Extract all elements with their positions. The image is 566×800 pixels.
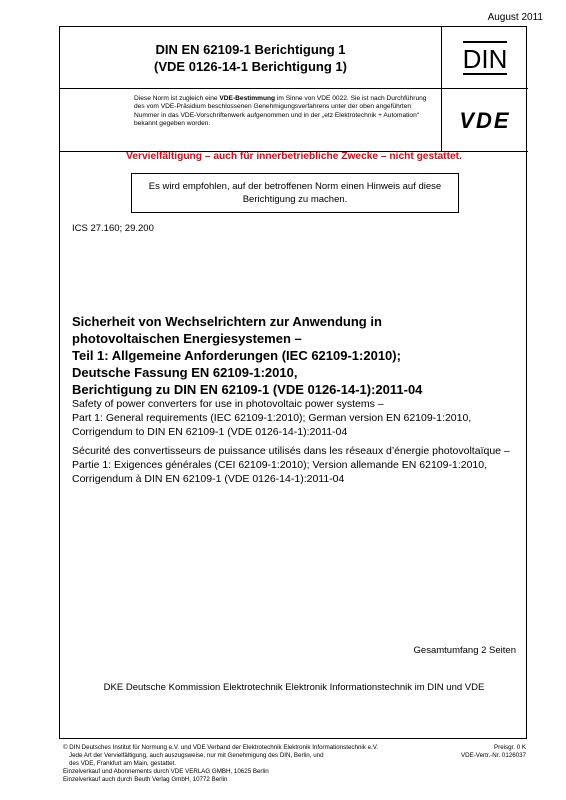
title-french-line: Partie 1: Exigences générales (CEI 62109-1:2010); Version allemande EN 62109-1:2010, bbox=[72, 459, 488, 471]
footer-line: Einzelverkauf und Abonnements durch VDE VERLAG GMBH, 10625 Berlin bbox=[63, 768, 269, 775]
recommendation-box bbox=[131, 173, 459, 213]
vde-regulation-notice bbox=[60, 89, 442, 152]
din-logo-icon bbox=[461, 40, 509, 76]
copyright-footer bbox=[63, 744, 423, 784]
title-english bbox=[72, 397, 522, 439]
svg-text:VDE: VDE bbox=[459, 108, 511, 133]
title-english-line: Safety of power converters for use in photovoltaic power systems – bbox=[72, 398, 384, 410]
vde-classification-number: (VDE 0126-14-1 Berichtigung 1) bbox=[154, 58, 347, 74]
reproduction-notice: Vervielfältigung – auch für innerbetriebliche Zwecke – nicht gestattet. bbox=[126, 151, 462, 162]
footer-line: © DIN Deutsches Institut für Normung e.V. und VDE Verband der Elektrotechnik Elektronik Informationstechnik e.V. bbox=[63, 744, 379, 751]
vde-logo-icon bbox=[449, 107, 521, 133]
title-english-line: Corrigendum to DIN EN 62109-1 (VDE 0126-14-1):2011-04 bbox=[72, 426, 348, 438]
ics-code: ICS 27.160; 29.200 bbox=[72, 223, 154, 234]
notice-text-post: im Sinne von VDE 0022. Sie ist nach Durchführung des vom VDE-Präsidium beschlossenen Genehmigungsverfahrens unter der oben angeführten Nummer in das VDE-Vorschriftenwerk aufgenommen und in der „etz Elektrotechnik + Automation“ bekannt gegeben worden. bbox=[134, 95, 427, 128]
svg-text:DIN: DIN bbox=[462, 43, 508, 74]
title-german-line: Berichtigung zu DIN EN 62109-1 (VDE 0126-14-1):2011-04 bbox=[72, 382, 423, 397]
din-logo bbox=[442, 27, 528, 89]
publication-date: August 2011 bbox=[487, 12, 543, 23]
order-number: VDE-Vertr.-Nr. 0126037 bbox=[461, 752, 526, 759]
footer-line: Einzelverkauf auch durch Beuth Verlag GmbH, 10772 Berlin bbox=[63, 776, 228, 783]
title-french bbox=[72, 444, 528, 486]
notice-text-bold: VDE-Bestimmung bbox=[219, 95, 276, 102]
title-german bbox=[72, 313, 522, 398]
price-info bbox=[461, 744, 526, 760]
dke-line: DKE Deutsche Kommission Elektrotechnik Elektronik Informationstechnik im DIN und VDE bbox=[103, 682, 485, 693]
title-german-line: Sicherheit von Wechselrichtern zur Anwendung in bbox=[72, 314, 382, 329]
document-number: DIN EN 62109-1 Berichtigung 1 bbox=[155, 41, 346, 57]
notice-text-pre: Diese Norm ist zugleich eine bbox=[134, 95, 220, 102]
title-french-line: Corrigendum à DIN EN 62109-1 (VDE 0126-14-1):2011-04 bbox=[72, 473, 345, 485]
title-german-line: Teil 1: Allgemeine Anforderungen (IEC 62109-1:2010); bbox=[72, 348, 401, 363]
title-german-line: Deutsche Fassung EN 62109-1:2010, bbox=[72, 365, 298, 380]
title-german-line: photovoltaischen Energiesystemen – bbox=[72, 331, 302, 346]
recommendation-line: Berichtigung zu machen. bbox=[242, 194, 348, 205]
title-english-line: Part 1: General requirements (IEC 62109-1:2010); German version EN 62109-1:2010, bbox=[72, 412, 472, 424]
document-number-block bbox=[60, 27, 442, 89]
total-pages: Gesamtumfang 2 Seiten bbox=[413, 645, 516, 656]
price-group: Preisgr. 0 K bbox=[494, 744, 526, 751]
footer-line: Jede Art der Vervielfältigung, auch auszugsweise, nur mit Genehmigung des DIN, Berlin, und bbox=[69, 752, 324, 759]
vde-logo bbox=[442, 89, 528, 152]
title-french-line: Sécurité des convertisseurs de puissance utilisés dans les réseaux d’énergie photovoltaïque – bbox=[72, 445, 510, 457]
footer-line: des VDE, Frankfurt am Main, gestattet. bbox=[69, 760, 176, 767]
document-frame bbox=[59, 26, 527, 739]
recommendation-line: Es wird empfohlen, auf der betroffenen Norm einen Hinweis auf diese bbox=[148, 181, 442, 192]
